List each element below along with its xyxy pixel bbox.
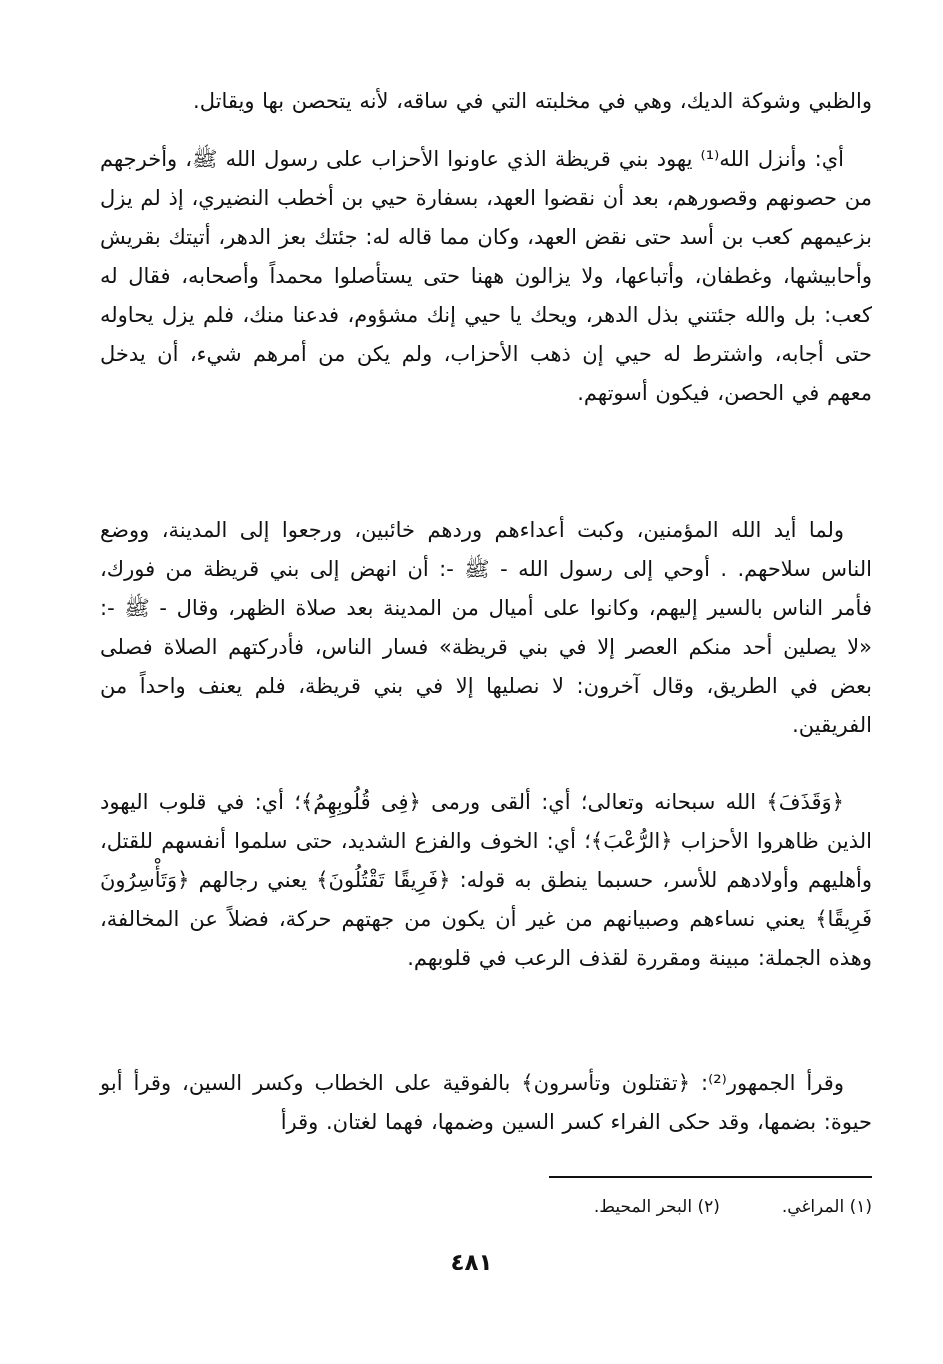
footnote-2: (٢) البحر المحيط. [593, 1197, 720, 1217]
paragraph-continuation: والظبي وشوكة الديك، وهي في مخلبته التي في ساقه، لأنه يتحصن بها ويقاتل. [193, 89, 872, 113]
footnotes [312, 1194, 872, 1220]
main-text-5 [100, 1064, 872, 1142]
paragraph-tafsir-qadhafa: ﴿وَقَذَفَ﴾ الله سبحانه وتعالى؛ أي: ألقى ورمى ﴿فِى قُلُوبِهِمُ﴾؛ أي: في قلوب اليهود الذين ظاهروا الأحزاب ﴿الرُّعْبَ﴾؛ أي: الخوف والفزع الشديد، حتى سلموا أنفسهم للقتل، وأهليهم وأولادهم للأسر، حسبما ينطق به قوله: ﴿فَرِيقًا تَقْتُلُونَ﴾ يعني رجالهم ﴿وَتَأْسِرُونَ فَرِيقًا﴾ يعني نساءهم وصبيانهم من غير أن يكون من جهتهم حركة، فضلاً عن المخالفة، وهذه الجملة: مبينة ومقررة لقذف الرعب في قلوبهم. [100, 790, 872, 970]
main-text-3 [100, 511, 872, 745]
main-text-2 [100, 140, 872, 413]
footnote-separator [549, 1176, 872, 1178]
footnote-1: (١) المراغي. [781, 1197, 872, 1217]
paragraph-bani-qurayza-intro: أي: وأنزل الله⁽¹⁾ يهود بني قريظة الذي عاونوا الأحزاب على رسول الله ﷺ، وأخرجهم من حصونهم وقصورهم، بعد أن نقضوا العهد، بسفارة حيي بن أخطب النضيري، إذ لم يزل بزعيمهم كعب بن أسد حتى نقض العهد، وكان مما قاله له: جئتك بعز الدهر، أتيتك بقريش وأحابيشها، وغطفان، وأتباعها، ولا يزالون ههنا حتى يستأصلوا محمداً وأصحابه، فقال له كعب: بل والله جئتني بذل الدهر، ويحك يا حيي إنك مشؤوم، فدعنا منك، فلم يزل يحاوله حتى أجابه، واشترط له حيي إن ذهب الأحزاب، ولم يكن من أمرهم شيء، أن يدخل معهم في الحصن، فيكون أسوتهم. [100, 147, 872, 405]
main-text-4 [100, 783, 872, 978]
main-text [100, 82, 872, 121]
paragraph-march-to-qurayza: ولما أيد الله المؤمنين، وكبت أعداءهم وردهم خائبين، ورجعوا إلى المدينة، ووضع الناس سلاحهم. . أوحي إلى رسول الله - ﷺ -: أن انهض إلى بني قريظة من فورك، فأمر الناس بالسير إليهم، وكانوا على أميال من المدينة بعد صلاة الظهر، وقال - ﷺ -: «لا يصلين أحد منكم العصر إلا في بني قريظة» فسار الناس، فأدركتهم الصلاة فصلى بعض في الطريق، وقال آخرون: لا نصليها إلا في بني قريظة، فلم يعنف واحداً من الفريقين. [100, 518, 872, 737]
paragraph-qiraat: وقرأ الجمهور⁽²⁾: ﴿تقتلون وتأسرون﴾ بالفوقية على الخطاب وكسر السين، وقرأ أبو حيوة: بضمها، وقد حكى الفراء كسر السين وضمها، فهما لغتان. وقرأ [100, 1071, 872, 1134]
page-number: ٤٨١ [450, 1250, 493, 1276]
